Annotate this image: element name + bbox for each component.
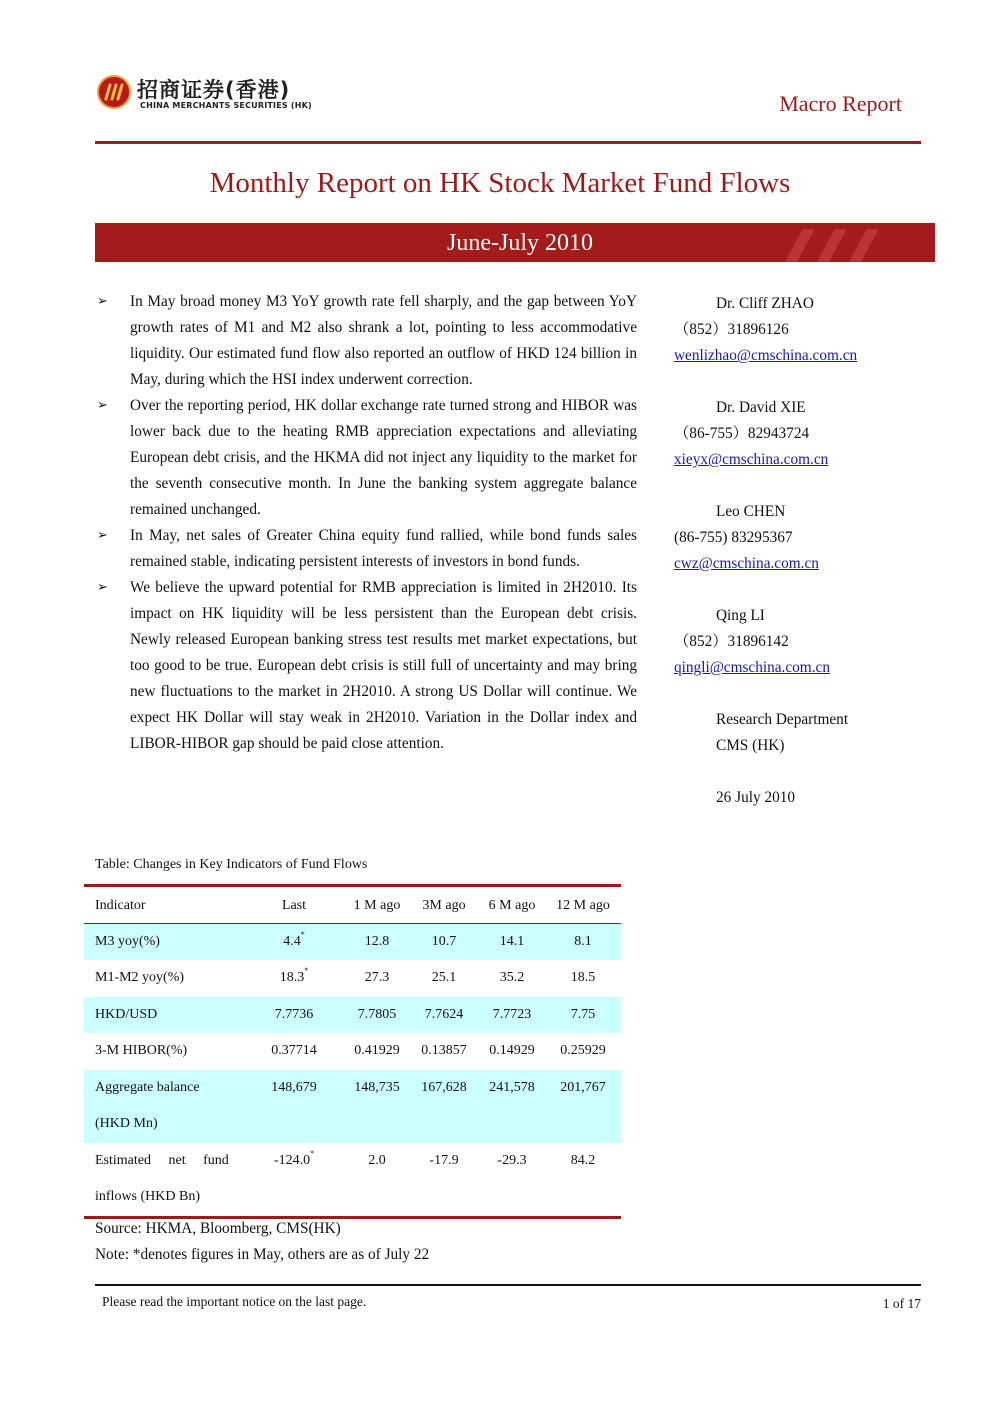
contact-card	[674, 395, 934, 473]
indicator-label: 3-M HIBOR(%)	[95, 1043, 188, 1058]
table-row	[84, 1070, 621, 1143]
header-cell: 1 M ago	[353, 898, 401, 913]
logo-english-name: CHINA MERCHANTS SECURITIES (HK)	[140, 101, 312, 110]
table-note: Note: *denotes figures in May, others are as of July 22	[95, 1246, 430, 1263]
arrow-bullet-icon: ➢	[97, 580, 108, 595]
department-firm: CMS (HK)	[716, 737, 785, 754]
analyst-email-link[interactable]: cwz@cmschina.com.cn	[674, 555, 819, 572]
analyst-contacts	[674, 291, 934, 811]
report-date: 26 July 2010	[716, 789, 796, 806]
value-1m: 12.8	[364, 934, 390, 949]
analyst-name: Leo CHEN	[716, 503, 786, 520]
value-6m: 14.1	[499, 934, 525, 949]
value-12m: 7.75	[570, 1007, 596, 1022]
analyst-phone: （86-755）82943724	[674, 425, 810, 442]
contact-card	[674, 499, 934, 577]
analyst-phone: (86-755) 83295367	[674, 529, 793, 546]
arrow-bullet-icon: ➢	[97, 398, 108, 413]
indicator-label: Estimated net fund	[95, 1153, 229, 1168]
value-1m: 2.0	[368, 1153, 386, 1168]
analyst-name: Qing LI	[716, 607, 765, 624]
department-name: Research Department	[716, 711, 849, 728]
value-last: 4.4*	[283, 930, 305, 949]
value-last: 7.7736	[274, 1007, 314, 1022]
cms-logo-icon	[97, 75, 131, 109]
header-cell: 12 M ago	[556, 898, 610, 913]
value-12m: 18.5	[570, 970, 596, 985]
table-row	[84, 997, 621, 1033]
value-1m: 27.3	[364, 970, 390, 985]
page-number: 1 of 17	[882, 1296, 921, 1311]
summary-bullet	[95, 289, 637, 393]
contact-card	[674, 291, 934, 369]
table-bottom-rule	[84, 1216, 621, 1219]
analyst-name: Dr. Cliff ZHAO	[716, 295, 814, 312]
value-last: -124.0*	[273, 1149, 315, 1168]
bullet-text: We believe the upward potential for RMB appreciation is limited in 2H2010. Its impact on HK liquidity will be less persistent than the European debt crisis. Newly released European banking stress test results met market expectations, but too good to be true. European debt crisis is still full of uncertainty and may bring new fluctuations to the market in 2H2010. A strong US Dollar will continue. We expect HK Dollar will stay weak in 2H2010. Variation in the Dollar index and LIBOR-HIBOR gap should be paid close attention.	[130, 579, 637, 752]
value-3m: 7.7624	[424, 1007, 464, 1022]
value-last: 148,679	[271, 1080, 317, 1095]
value-12m: 84.2	[570, 1153, 596, 1168]
indicator-label: Aggregate balance	[95, 1080, 200, 1095]
arrow-bullet-icon: ➢	[97, 294, 108, 309]
value-6m: 35.2	[499, 970, 525, 985]
table-row	[84, 960, 621, 997]
value-1m: 0.41929	[354, 1043, 400, 1058]
value-12m: 8.1	[574, 934, 592, 949]
analyst-email-link[interactable]: wenlizhao@cmschina.com.cn	[674, 347, 858, 364]
indicator-label: HKD/USD	[95, 1007, 158, 1022]
header-cell: 6 M ago	[488, 898, 536, 913]
value-6m: 241,578	[489, 1080, 535, 1095]
table-row	[84, 924, 621, 960]
value-3m: 167,628	[421, 1080, 467, 1095]
arrow-bullet-icon: ➢	[97, 528, 108, 543]
value-3m: 25.1	[431, 970, 457, 985]
indicator-label: M1-M2 yoy(%)	[95, 970, 185, 985]
footer-notice: Please read the important notice on the last page.	[102, 1294, 367, 1309]
summary-bullet	[95, 393, 637, 523]
indicator-label-unit: inflows (HKD Bn)	[95, 1189, 200, 1204]
summary-bullet	[95, 575, 637, 757]
bullet-text: Over the reporting period, HK dollar exchange rate turned strong and HIBOR was lower back due to the heating RMB appreciation expectations and alleviating European debt crisis, and the HKMA did not inject any liquidity to the market for the seventh consecutive month. In June the banking system aggregate balance remained unchanged.	[130, 397, 637, 518]
analyst-name: Dr. David XIE	[716, 399, 806, 416]
value-last: 18.3*	[279, 966, 309, 985]
analyst-email-link[interactable]: qingli@cmschina.com.cn	[674, 659, 830, 676]
value-1m: 148,735	[354, 1080, 400, 1095]
summary-bullet	[95, 523, 637, 575]
analyst-phone: （852）31896142	[674, 633, 789, 650]
table-source: Source: HKMA, Bloomberg, CMS(HK)	[95, 1220, 341, 1237]
indicator-label-unit: (HKD Mn)	[95, 1116, 158, 1131]
footer-divider	[95, 1284, 921, 1286]
indicators-table	[84, 884, 621, 1219]
table-header-row	[84, 887, 621, 923]
table-caption: Table: Changes in Key Indicators of Fund Flows	[95, 857, 368, 872]
header-divider	[95, 141, 921, 144]
header-cell: Indicator	[95, 898, 146, 913]
value-6m: 0.14929	[489, 1043, 535, 1058]
header-cell: Last	[281, 898, 307, 913]
summary-bullets	[95, 289, 637, 757]
value-last: 0.37714	[271, 1043, 317, 1058]
value-12m: 0.25929	[560, 1043, 606, 1058]
value-6m: -29.3	[497, 1153, 527, 1168]
indicator-label: M3 yoy(%)	[95, 934, 160, 949]
value-1m: 7.7805	[357, 1007, 397, 1022]
bullet-text: In May, net sales of Greater China equity fund rallied, while bond funds sales remained stable, indicating persistent interests of investors in bond funds.	[130, 527, 637, 570]
analyst-phone: （852）31896126	[674, 321, 789, 338]
value-3m: 0.13857	[421, 1043, 467, 1058]
table-row	[84, 1033, 621, 1070]
table-row	[84, 1143, 621, 1216]
logo-chinese-name: 招商证券(香港)	[137, 78, 291, 102]
report-period: June-July 2010	[447, 230, 593, 256]
period-banner	[95, 223, 935, 262]
report-type: Macro Report	[779, 91, 902, 116]
contact-card	[674, 603, 934, 681]
value-6m: 7.7723	[492, 1007, 532, 1022]
department-block	[674, 707, 934, 759]
value-3m: -17.9	[429, 1153, 459, 1168]
bullet-text: In May broad money M3 YoY growth rate fell sharply, and the gap between YoY growth rates of M1 and M2 also shrank a lot, pointing to less accommodative liquidity. Our estimated fund flow also reported an outflow of HKD 124 billion in May, during which the HSI index underwent correction.	[130, 293, 637, 388]
header-cell: 3M ago	[422, 898, 466, 913]
value-12m: 201,767	[560, 1080, 606, 1095]
report-title: Monthly Report on HK Stock Market Fund Flows	[209, 167, 791, 199]
analyst-email-link[interactable]: xieyx@cmschina.com.cn	[674, 451, 829, 468]
value-3m: 10.7	[431, 934, 457, 949]
